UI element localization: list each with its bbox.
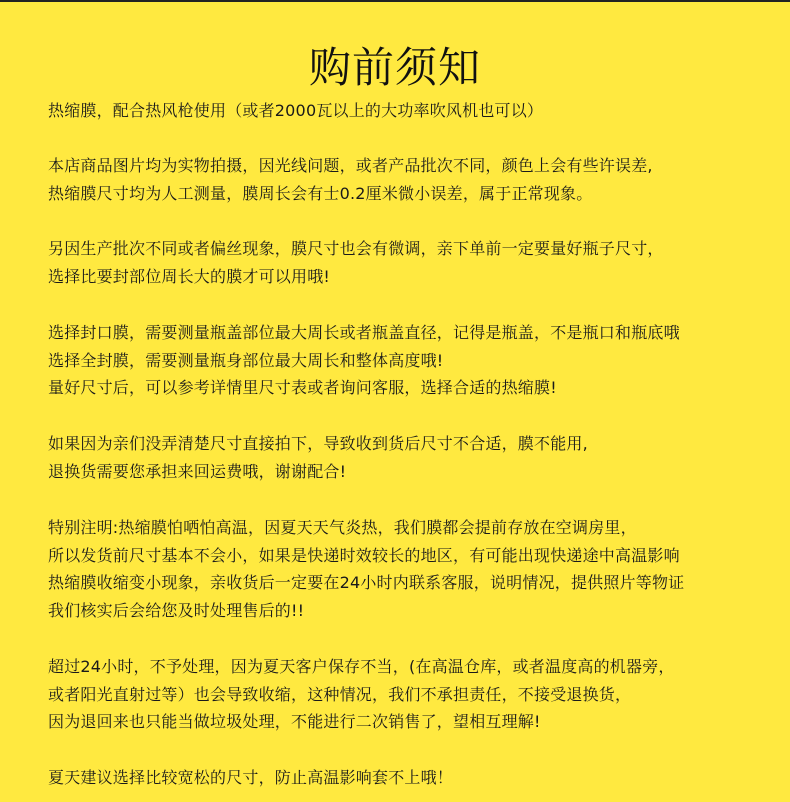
text-line: 选择封口膜，需要测量瓶盖部位最大周长或者瓶盖直径，记得是瓶盖，不是瓶口和瓶底哦 — [48, 323, 680, 342]
text-line: 或者阳光直射过等）也会导致收缩，这种情况，我们不承担责任，不接受退换货， — [48, 684, 632, 704]
paragraph-24h-limit — [48, 653, 768, 736]
paragraph-return-policy — [48, 430, 768, 485]
text-line: 量好尺寸后，可以参考详情里尺寸表或者询问客服，选择合适的热缩膜! — [48, 378, 557, 397]
text-line: 特别注明:热缩膜怕哂怕高温，因夏天天气炎热，我们膜都会提前存放在空调房里， — [48, 518, 637, 537]
text-line: 所以发货前尺寸基本不会小，如果是快递时效较长的地区，有可能出现快递途中高温影响 — [48, 545, 680, 565]
paragraph-usage — [48, 97, 768, 125]
text-line: 另因生产批次不同或者偏丝现象，膜尺寸也会有微调，亲下单前一定要量好瓶子尺寸， — [48, 239, 664, 258]
paragraph-measurement — [48, 319, 768, 402]
paragraph-summer-advice — [48, 764, 768, 792]
paragraph-batch-variation — [48, 235, 768, 290]
text-line: 超过24小时，不予处理，因为夏天客户保存不当，(在高温仓库，或者温度高的机器旁， — [48, 657, 675, 676]
text-line: 我们核实后会给您及时处理售后的!! — [48, 600, 305, 620]
page-title: 购前须知 — [308, 43, 481, 93]
text-line: 如果因为亲们没弄清楚尺寸直接拍下，导致收到货后尺寸不合适，膜不能用, — [48, 434, 588, 453]
text-line: 热缩膜尺寸均为人工测量，膜周长会有士0.2厘米微小误差，属于正常现象。 — [48, 183, 593, 203]
text-line: 热缩膜收缩变小现象，亲收货后一定要在24小时内联系客服，说明情况，提供照片等物证 — [48, 573, 685, 592]
text-line: 本店商品图片均为实物拍摄，因光线问题，或者产品批次不同，颜色上会有些许误差, — [48, 156, 653, 175]
text-line: 热缩膜，配合热风枪使用（或者2000瓦以上的大功率吹风机也可以） — [48, 101, 544, 120]
text-line: 因为退回来也只能当做垃圾处理，不能进行二次销售了，望相互理解! — [48, 712, 541, 731]
paragraph-heat-notice — [48, 514, 768, 624]
text-line: 选择比要封部位周长大的膜才可以用哦! — [48, 266, 331, 286]
text-line: 夏天建议选择比较宽松的尺寸，防止高温影响套不上哦！ — [48, 768, 454, 787]
text-line: 退换货需要您承担来回运费哦，谢谢配合! — [48, 461, 347, 481]
paragraph-color-difference — [48, 152, 768, 207]
text-line: 选择全封膜，需要测量瓶身部位最大周长和整体高度哦! — [48, 350, 444, 370]
